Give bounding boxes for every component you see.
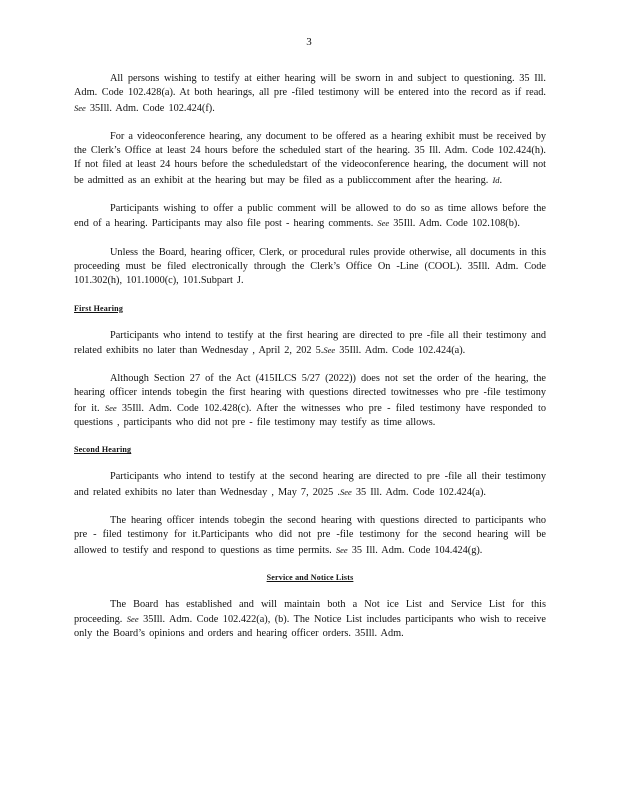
paragraph-first-hearing-prefile xyxy=(74,329,546,359)
paragraph-text: Participants wishing to offer a public comment will be allowed to do so as time allows before the end of a hearing. Participants may also file post - hearing comments. xyxy=(74,203,546,230)
citation-signal: See xyxy=(323,344,336,355)
citation-signal: Id xyxy=(492,174,500,185)
citation-signal: See xyxy=(339,486,352,497)
heading-second-hearing: Second Hearing xyxy=(74,445,132,455)
paragraph-text: Unless the Board, hearing officer, Clerk, or procedural rules provide otherwise, all documents in this proceeding must be filed electronically through the Clerk’s Office On -Line (COOL). 35Ill. Adm. Code 101.302(h), 101.1000(c), 101.Subpart J. xyxy=(74,246,546,287)
paragraph-electronic-filing xyxy=(74,246,546,289)
paragraph-text: Participants who intend to testify at the first hearing are directed to pre -file all their testimony and related exhibits no later than Wednesday , April 2, 202 5. xyxy=(74,329,546,356)
page-number: 3 xyxy=(306,36,312,48)
citation-text: 35 Ill. Adm. Code 102.424(a). xyxy=(355,486,486,498)
heading-service-notice-lists: Service and Notice Lists xyxy=(266,572,354,582)
paragraph-text: The Board has established and will maintain both a Not ice List and Service List for this proceeding. xyxy=(74,598,546,626)
citation-signal: See xyxy=(126,614,139,625)
paragraph-text: Although Section 27 of the Act (415ILCS 5/27 (2022)) does not set the order of the hearing, the hearing officer intends tobegin the first hearing with questions directed towitnesses who pre -file testimony for it. xyxy=(74,373,546,414)
citation-text: . xyxy=(499,174,503,186)
paragraph-second-hearing-order xyxy=(74,514,546,558)
citation-text: 35 Ill. Adm. Code 104.424(g). xyxy=(351,544,483,556)
citation-signal: See xyxy=(74,102,86,113)
citation-text: 35Ill. Adm. Code 102.422(a), (b). The Notice List includes participants who wish to receive only the Board’s opinions and orders and hearing officer orders. 35Ill. Adm. xyxy=(74,614,547,640)
heading-first-hearing: First Hearing xyxy=(74,303,124,313)
paragraph-service-notice-lists xyxy=(74,598,546,642)
paragraph-videoconference-exhibits xyxy=(74,130,546,188)
paragraph-text: Participants who intend to testify at the second hearing are directed to pre -file all their testimony and related exhibits no later than Wednesday , May 7, 2025 . xyxy=(74,471,546,498)
paragraph-text: For a videoconference hearing, any document to be offered as a hearing exhibit must be received by the Clerk’s Office at least 24 hours before the scheduled start of the hearing. 35 Ill. Adm. Code 102.424(h). If not filed at least 24 hours before the scheduledstart of the videoconference hearing, the document will not be admitted as an exhibit at the hearing but may be filed as a publiccomment after the hearing. xyxy=(74,130,546,186)
citation-signal: See xyxy=(335,544,348,555)
citation-text: 35Ill. Adm. Code 102.428(c). After the witnesses who pre - filed testimony have responded to questions , participants who did not pre - file testimony may testify as time allows. xyxy=(74,402,546,429)
paragraph-text: The hearing officer intends tobegin the second hearing with questions directed to participants who pre - filed testimony for it.Participants who did not pre -file testimony for the second hearing will be allowed to testify and respond to questions as time permits. xyxy=(74,514,546,556)
paragraph-sworn-testimony xyxy=(74,72,546,116)
paragraph-first-hearing-order xyxy=(74,372,546,430)
citation-text: 35Ill. Adm. Code 102.108(b). xyxy=(393,218,520,230)
citation-text: 35Ill. Adm. Code 102.424(a). xyxy=(339,344,466,356)
paragraph-text: All persons wishing to testify at either hearing will be sworn in and subject to questioning. 35 Ill. Adm. Code 102.428(a). At both hearings, all pre -filed testimony will be entered into the record as if read. xyxy=(74,73,546,99)
citation-text: 35Ill. Adm. Code 102.424(f). xyxy=(89,102,215,114)
paragraph-public-comment xyxy=(74,202,546,232)
document-body xyxy=(74,72,546,642)
citation-signal: See xyxy=(377,218,390,229)
citation-signal: See xyxy=(104,402,117,413)
paragraph-second-hearing-prefile xyxy=(74,470,546,500)
